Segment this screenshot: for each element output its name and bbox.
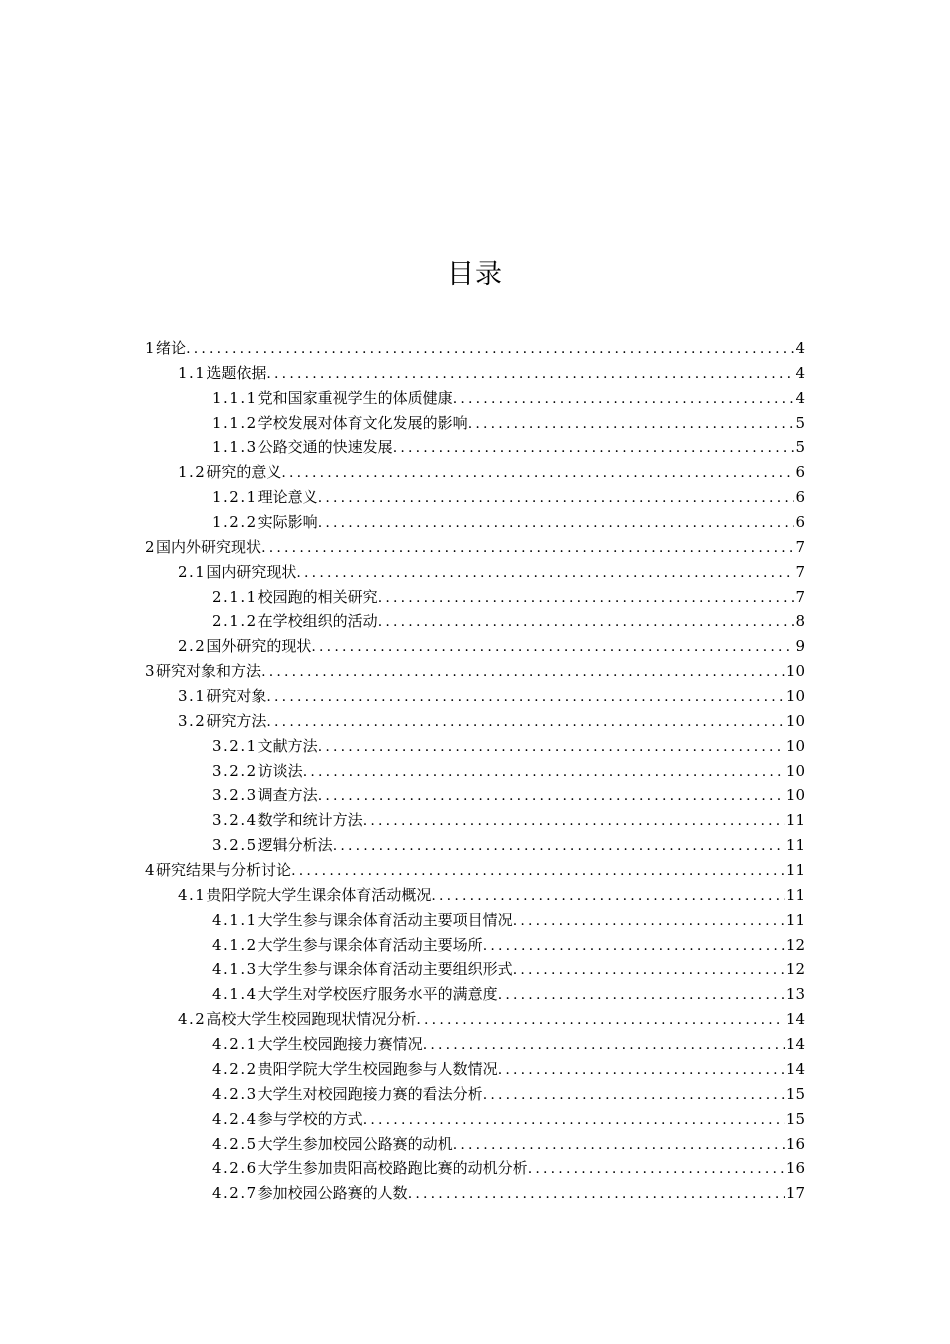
- toc-entry-title: 公路交通的快速发展: [257, 438, 393, 457]
- toc-entry-number: 4.2.7: [212, 1184, 258, 1203]
- toc-entry-page: 11: [785, 836, 805, 855]
- toc-entry-page: 11: [785, 885, 805, 904]
- toc-entry[interactable]: [145, 535, 805, 560]
- toc-dot-leader: [318, 735, 785, 760]
- toc-entry-page: 12: [785, 960, 805, 979]
- toc-entry-title: 研究对象: [206, 687, 267, 706]
- toc-entry-number: 4.1.1: [212, 910, 258, 929]
- toc-entry[interactable]: [145, 659, 805, 684]
- toc-entry-page: 10: [785, 736, 805, 755]
- toc-entry-number: 4: [145, 861, 157, 880]
- toc-entry-number: 1.1.2: [212, 413, 258, 432]
- toc-entry-title: 文献方法: [257, 736, 318, 755]
- toc-dot-leader: [431, 884, 785, 909]
- toc-entry-number: 4.2.1: [212, 1035, 258, 1054]
- toc-entry-title: 绪论: [156, 339, 187, 357]
- toc-entry[interactable]: [145, 634, 805, 659]
- toc-entry-page: 4: [795, 339, 805, 357]
- toc-entry-page: 7: [795, 537, 805, 556]
- toc-entry-number: 4.2.2: [212, 1059, 258, 1078]
- toc-entry-number: 2.2: [178, 637, 207, 656]
- toc-entry[interactable]: [145, 1156, 805, 1181]
- toc-entry-number: 4.1.2: [212, 935, 258, 954]
- toc-entry-number: 2.1: [178, 562, 207, 581]
- toc-entry-title: 大学生对学校医疗服务水平的满意度: [257, 985, 498, 1004]
- toc-entry-page: 11: [785, 811, 805, 830]
- toc-entry-title: 大学生参与课余体育活动主要场所: [257, 935, 483, 954]
- toc-entry-page: 7: [795, 562, 805, 581]
- toc-entry-number: 4.2.6: [212, 1159, 258, 1178]
- toc-entry[interactable]: [145, 833, 805, 858]
- toc-dot-leader: [261, 660, 785, 685]
- toc-entry-number: 3: [145, 662, 157, 681]
- toc-entry-page: 14: [785, 1059, 805, 1078]
- toc-entry-number: 4.2.5: [212, 1134, 258, 1153]
- toc-entry-page: 10: [785, 687, 805, 706]
- toc-dot-leader: [408, 1182, 785, 1207]
- toc-entry[interactable]: [145, 1032, 805, 1057]
- toc-dot-leader: [291, 859, 785, 884]
- toc-dot-leader: [311, 635, 794, 660]
- toc-entry-number: 3.2.1: [212, 736, 258, 755]
- toc-dot-leader: [318, 784, 785, 809]
- toc-entry-page: 8: [795, 612, 805, 631]
- toc-entry-page: 4: [795, 388, 805, 407]
- toc-entry-number: 1.1.1: [212, 388, 258, 407]
- toc-dot-leader: [363, 809, 785, 834]
- toc-entry-title: 贵阳学院大学生校园跑参与人数情况: [257, 1059, 498, 1078]
- toc-entry-title: 大学生参与课余体育活动主要组织形式: [257, 960, 513, 979]
- toc-entry-page: 13: [785, 985, 805, 1004]
- toc-entry[interactable]: [145, 510, 805, 535]
- toc-entry[interactable]: [145, 734, 805, 759]
- toc-dot-leader: [416, 1008, 785, 1033]
- toc-entry[interactable]: [145, 709, 805, 734]
- toc-entry-page: 7: [795, 587, 805, 606]
- toc-entry-number: 1.2.1: [212, 488, 258, 507]
- toc-entry-title: 大学生参加校园公路赛的动机: [257, 1134, 453, 1153]
- toc-entry[interactable]: [145, 1107, 805, 1132]
- toc-entry-page: 15: [785, 1084, 805, 1103]
- toc-entry-number: 1: [145, 339, 157, 357]
- page-title: 目录: [447, 259, 503, 290]
- toc-entry-title: 理论意义: [257, 488, 318, 507]
- toc-entry[interactable]: [145, 858, 805, 883]
- toc-entry-number: 2.1.1: [212, 587, 258, 606]
- toc-entry-page: 5: [795, 413, 805, 432]
- toc-entry-title: 国外研究的现状: [206, 637, 312, 656]
- toc-dot-leader: [423, 1033, 785, 1058]
- toc-entry-number: 3.2.4: [212, 811, 258, 830]
- table-of-contents: [145, 336, 805, 1206]
- toc-entry-title: 逻辑分析法: [257, 836, 333, 855]
- toc-entry-page: 10: [785, 711, 805, 730]
- toc-entry-title: 参加校园公路赛的人数: [257, 1184, 408, 1203]
- toc-entry-number: 1.2: [178, 463, 207, 482]
- toc-entry-number: 3.2.3: [212, 786, 258, 805]
- toc-entry-title: 调查方法: [257, 786, 318, 805]
- toc-dot-leader: [393, 436, 795, 461]
- toc-entry-title: 高校大学生校园跑现状情况分析: [206, 1010, 417, 1029]
- toc-entry-title: 学校发展对体育文化发展的影响: [257, 413, 468, 432]
- toc-entry-page: 14: [785, 1035, 805, 1054]
- toc-entry[interactable]: [145, 908, 805, 933]
- toc-entry-page: 9: [795, 637, 805, 656]
- toc-entry[interactable]: [145, 1082, 805, 1107]
- toc-entry[interactable]: [145, 759, 805, 784]
- toc-entry-page: 6: [795, 488, 805, 507]
- toc-dot-leader: [333, 834, 785, 859]
- toc-entry[interactable]: [145, 386, 805, 411]
- toc-entry-number: 4.2: [178, 1010, 207, 1029]
- toc-dot-leader: [296, 561, 794, 586]
- toc-entry-number: 4.1.3: [212, 960, 258, 979]
- toc-dot-leader: [266, 362, 794, 387]
- toc-dot-leader: [528, 1157, 785, 1182]
- toc-entry-title: 研究对象和方法: [156, 662, 262, 681]
- toc-entry-number: 1.2.2: [212, 513, 258, 532]
- toc-dot-leader: [513, 958, 785, 983]
- toc-entry-title: 大学生参加贵阳高校路跑比赛的动机分析: [257, 1159, 528, 1178]
- toc-entry-title: 大学生对校园跑接力赛的看法分析: [257, 1084, 483, 1103]
- toc-entry-number: 1.1.3: [212, 438, 258, 457]
- toc-entry-title: 参与学校的方式: [257, 1109, 363, 1128]
- toc-entry[interactable]: [145, 361, 805, 386]
- toc-entry-page: 10: [785, 786, 805, 805]
- toc-entry-page: 6: [795, 463, 805, 482]
- toc-entry[interactable]: [145, 485, 805, 510]
- toc-entry-title: 数学和统计方法: [257, 811, 363, 830]
- toc-entry-title: 研究的意义: [206, 463, 282, 482]
- toc-entry-page: 11: [785, 910, 805, 929]
- toc-dot-leader: [468, 412, 795, 437]
- toc-entry[interactable]: [145, 460, 805, 485]
- toc-entry-number: 2.1.2: [212, 612, 258, 631]
- toc-entry-number: 1.1: [178, 363, 207, 382]
- toc-entry-title: 访谈法: [257, 761, 303, 780]
- toc-entry-page: 5: [795, 438, 805, 457]
- toc-dot-leader: [318, 511, 795, 536]
- toc-entry-title: 大学生校园跑接力赛情况: [257, 1035, 423, 1054]
- toc-entry-title: 研究方法: [206, 711, 267, 730]
- toc-dot-leader: [318, 486, 795, 511]
- toc-entry-title: 贵阳学院大学生课余体育活动概况: [206, 885, 432, 904]
- toc-entry-number: 3.1: [178, 687, 207, 706]
- toc-entry-page: 16: [785, 1134, 805, 1153]
- toc-entry[interactable]: [145, 560, 805, 585]
- toc-entry-title: 选题依据: [206, 363, 267, 382]
- toc-dot-leader: [186, 337, 794, 362]
- toc-entry[interactable]: [145, 435, 805, 460]
- toc-entry[interactable]: [145, 808, 805, 833]
- toc-entry-page: 12: [785, 935, 805, 954]
- toc-dot-leader: [498, 1058, 785, 1083]
- toc-dot-leader: [378, 586, 795, 611]
- toc-entry[interactable]: [145, 783, 805, 808]
- toc-entry[interactable]: [145, 585, 805, 610]
- toc-entry-page: 4: [795, 363, 805, 382]
- toc-entry[interactable]: [145, 1007, 805, 1032]
- toc-entry[interactable]: [145, 336, 805, 361]
- toc-entry-page: 14: [785, 1010, 805, 1029]
- toc-dot-leader: [303, 760, 785, 785]
- toc-entry-number: 4.1: [178, 885, 207, 904]
- toc-entry[interactable]: [145, 1181, 805, 1206]
- toc-entry[interactable]: [145, 1057, 805, 1082]
- toc-entry[interactable]: [145, 609, 805, 634]
- toc-entry-page: 17: [785, 1184, 805, 1203]
- toc-dot-leader: [483, 934, 785, 959]
- toc-entry-page: 6: [795, 513, 805, 532]
- toc-entry-number: 3.2.5: [212, 836, 258, 855]
- toc-entry[interactable]: [145, 957, 805, 982]
- toc-entry-number: 4.2.3: [212, 1084, 258, 1103]
- toc-dot-leader: [363, 1108, 785, 1133]
- toc-dot-leader: [513, 909, 785, 934]
- toc-entry[interactable]: [145, 411, 805, 436]
- toc-dot-leader: [378, 610, 795, 635]
- toc-entry-page: 15: [785, 1109, 805, 1128]
- toc-dot-leader: [483, 1083, 785, 1108]
- toc-dot-leader: [498, 983, 785, 1008]
- toc-dot-leader: [453, 1133, 785, 1158]
- toc-entry-page: 10: [785, 761, 805, 780]
- toc-entry-title: 校园跑的相关研究: [257, 587, 378, 606]
- toc-entry-number: 3.2.2: [212, 761, 258, 780]
- toc-entry[interactable]: [145, 1132, 805, 1157]
- toc-dot-leader: [266, 710, 785, 735]
- toc-entry-number: 2: [145, 537, 157, 556]
- toc-entry-title: 国内研究现状: [206, 562, 297, 581]
- toc-entry[interactable]: [145, 933, 805, 958]
- toc-dot-leader: [261, 536, 794, 561]
- toc-entry[interactable]: [145, 883, 805, 908]
- toc-entry-number: 3.2: [178, 711, 207, 730]
- toc-entry-number: 4.2.4: [212, 1109, 258, 1128]
- toc-entry-page: 10: [785, 662, 805, 681]
- toc-entry[interactable]: [145, 982, 805, 1007]
- toc-entry[interactable]: [145, 684, 805, 709]
- toc-dot-leader: [281, 461, 794, 486]
- toc-entry-title: 研究结果与分析讨论: [156, 861, 292, 880]
- toc-entry-title: 在学校组织的活动: [257, 612, 378, 631]
- toc-entry-page: 11: [785, 861, 805, 880]
- toc-entry-title: 实际影响: [257, 513, 318, 532]
- toc-dot-leader: [266, 685, 785, 710]
- toc-entry-number: 4.1.4: [212, 985, 258, 1004]
- toc-dot-leader: [453, 387, 795, 412]
- toc-entry-title: 党和国家重视学生的体质健康: [257, 388, 453, 407]
- toc-entry-page: 16: [785, 1159, 805, 1178]
- toc-entry-title: 大学生参与课余体育活动主要项目情况: [257, 910, 513, 929]
- toc-entry-title: 国内外研究现状: [156, 537, 262, 556]
